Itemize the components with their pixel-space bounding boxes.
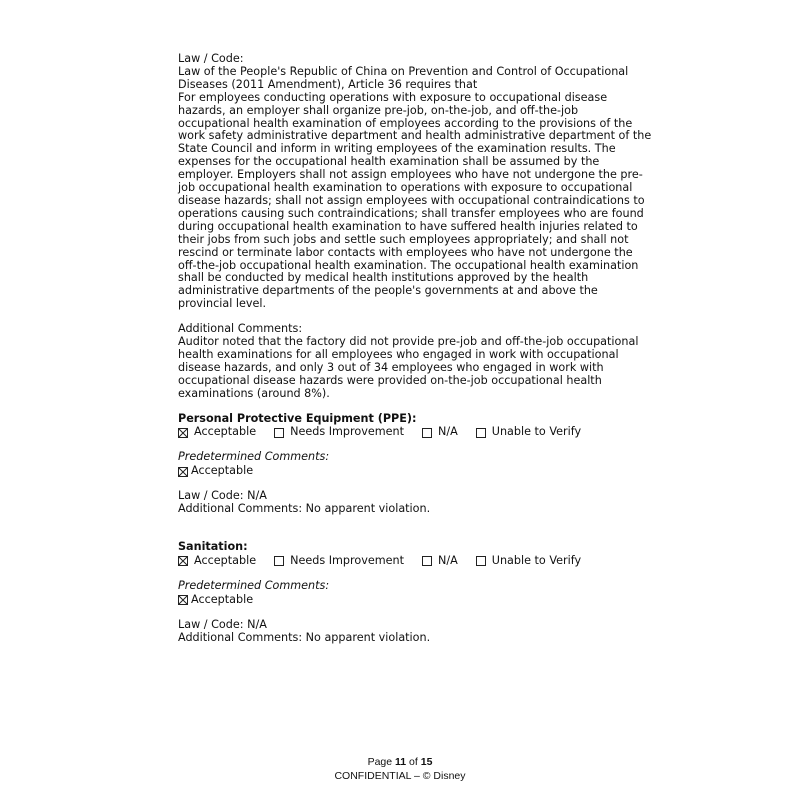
checkbox-checked-icon[interactable] [178, 556, 188, 566]
sanitation-law-code: Law / Code: N/A [178, 617, 267, 631]
law-text-line: disease hazards; shall not assign employees with occupational contraindications to [178, 193, 645, 207]
law-text-line: occupational health examination of employees according to the provisions of the [178, 116, 633, 130]
checkbox-empty-icon[interactable] [274, 556, 284, 566]
option-label: N/A [437, 425, 458, 439]
option-label: Unable to Verify [491, 553, 582, 567]
sanitation-predetermined-value [178, 594, 648, 607]
law-text-line: employer. Employers shall not assign employees who have not undergone the pre- [178, 168, 643, 182]
checkbox-empty-icon[interactable] [274, 428, 284, 438]
additional-comments-label: Additional Comments: [178, 322, 303, 336]
sanitation-option-acceptable[interactable] [178, 555, 256, 568]
additional-comments-line: examinations (around 8%). [178, 386, 330, 400]
checkbox-checked-icon [178, 467, 188, 477]
ppe-additional-comments: Additional Comments: No apparent violation. [178, 502, 431, 516]
ppe-option-unable-to-verify[interactable] [476, 426, 581, 439]
page-prefix: Page [367, 756, 393, 768]
predetermined-value-label: Acceptable [191, 592, 254, 606]
page-of: of [409, 756, 418, 768]
confidential-notice: CONFIDENTIAL – © Disney [334, 770, 466, 782]
document-body [178, 52, 652, 644]
law-text-line: Law of the People's Republic of China on Prevention and Control of Occupational [178, 64, 629, 78]
page-total: 15 [420, 756, 433, 768]
option-label: Needs Improvement [290, 425, 404, 439]
sanitation-additional-comments: Additional Comments: No apparent violation. [178, 630, 431, 644]
additional-comments-line: Auditor noted that the factory did not provide pre-job and off-the-job occupational [178, 335, 639, 349]
checkbox-empty-icon[interactable] [422, 428, 432, 438]
law-text-line: shall be conducted by medical health institutions approved by the health [178, 271, 589, 285]
sanitation-options [178, 555, 648, 568]
law-text-line: their jobs from such jobs and settle such employees appropriately; and shall not [178, 232, 629, 246]
ppe-section [178, 413, 648, 516]
ppe-predetermined-value [178, 465, 648, 478]
ppe-option-acceptable[interactable] [178, 426, 256, 439]
ppe-predetermined-label: Predetermined Comments: [178, 450, 330, 464]
sanitation-predetermined-label: Predetermined Comments: [178, 578, 330, 592]
law-text-block [178, 64, 652, 311]
law-text-line: operations causing such contraindications; shall transfer employees who are found [178, 206, 644, 220]
law-text-line: expenses for the occupational health examination shall be assumed by the [178, 155, 600, 169]
law-text-line: For employees conducting operations with exposure to occupational disease [178, 90, 608, 104]
law-text-line: hazards, an employer shall organize pre-job, on-the-job, and off-the-job [178, 103, 579, 117]
law-code-label: Law / Code: [178, 52, 244, 65]
law-text-line: work safety administrative department and health administrative department of the [178, 129, 652, 143]
checkbox-empty-icon[interactable] [422, 556, 432, 566]
checkbox-checked-icon [178, 595, 188, 605]
ppe-options [178, 426, 648, 439]
law-text-line: off-the-job occupational health examination. The occupational health examination [178, 258, 639, 272]
ppe-option-na[interactable] [422, 426, 458, 439]
checkbox-empty-icon[interactable] [476, 556, 486, 566]
option-label: Unable to Verify [491, 425, 582, 439]
page-current: 11 [395, 756, 407, 768]
option-label: Acceptable [194, 425, 257, 439]
predetermined-value-label: Acceptable [191, 464, 254, 478]
law-text-line: provincial level. [178, 297, 267, 311]
law-text-line: administrative departments of the people's governments at and above the [178, 284, 598, 298]
ppe-option-needs-improvement[interactable] [274, 426, 404, 439]
sanitation-option-unable-to-verify[interactable] [476, 555, 581, 568]
law-text-line: Diseases (2011 Amendment), Article 36 requires that [178, 77, 478, 91]
additional-comments-line: disease hazards, and only 3 out of 34 employees who engaged in work with [178, 360, 604, 374]
law-text-line: rescind or terminate labor contacts with employees who have not undergone the [178, 245, 633, 259]
option-label: Acceptable [194, 553, 257, 567]
additional-comments-line: health examinations for all employees who engaged in work with occupational [178, 347, 619, 361]
checkbox-empty-icon[interactable] [476, 428, 486, 438]
sanitation-heading: Sanitation: [178, 540, 248, 553]
sanitation-section [178, 541, 648, 644]
sanitation-option-needs-improvement[interactable] [274, 555, 404, 568]
sanitation-option-na[interactable] [422, 555, 458, 568]
law-text-line: during occupational health examination to have suffered health injuries related to [178, 219, 638, 233]
checkbox-checked-icon[interactable] [178, 428, 188, 438]
additional-comments-block [178, 336, 648, 401]
law-text-line: job occupational health examination to operations with exposure to occupational [178, 181, 633, 195]
option-label: Needs Improvement [290, 553, 404, 567]
law-text-line: State Council and inform in writing employees of the examination results. The [178, 142, 616, 156]
ppe-law-code: Law / Code: N/A [178, 489, 267, 503]
page-number [0, 756, 800, 769]
additional-comments-line: occupational disease hazards were provided on-the-job occupational health [178, 373, 602, 387]
ppe-heading: Personal Protective Equipment (PPE): [178, 411, 417, 425]
option-label: N/A [437, 553, 458, 567]
